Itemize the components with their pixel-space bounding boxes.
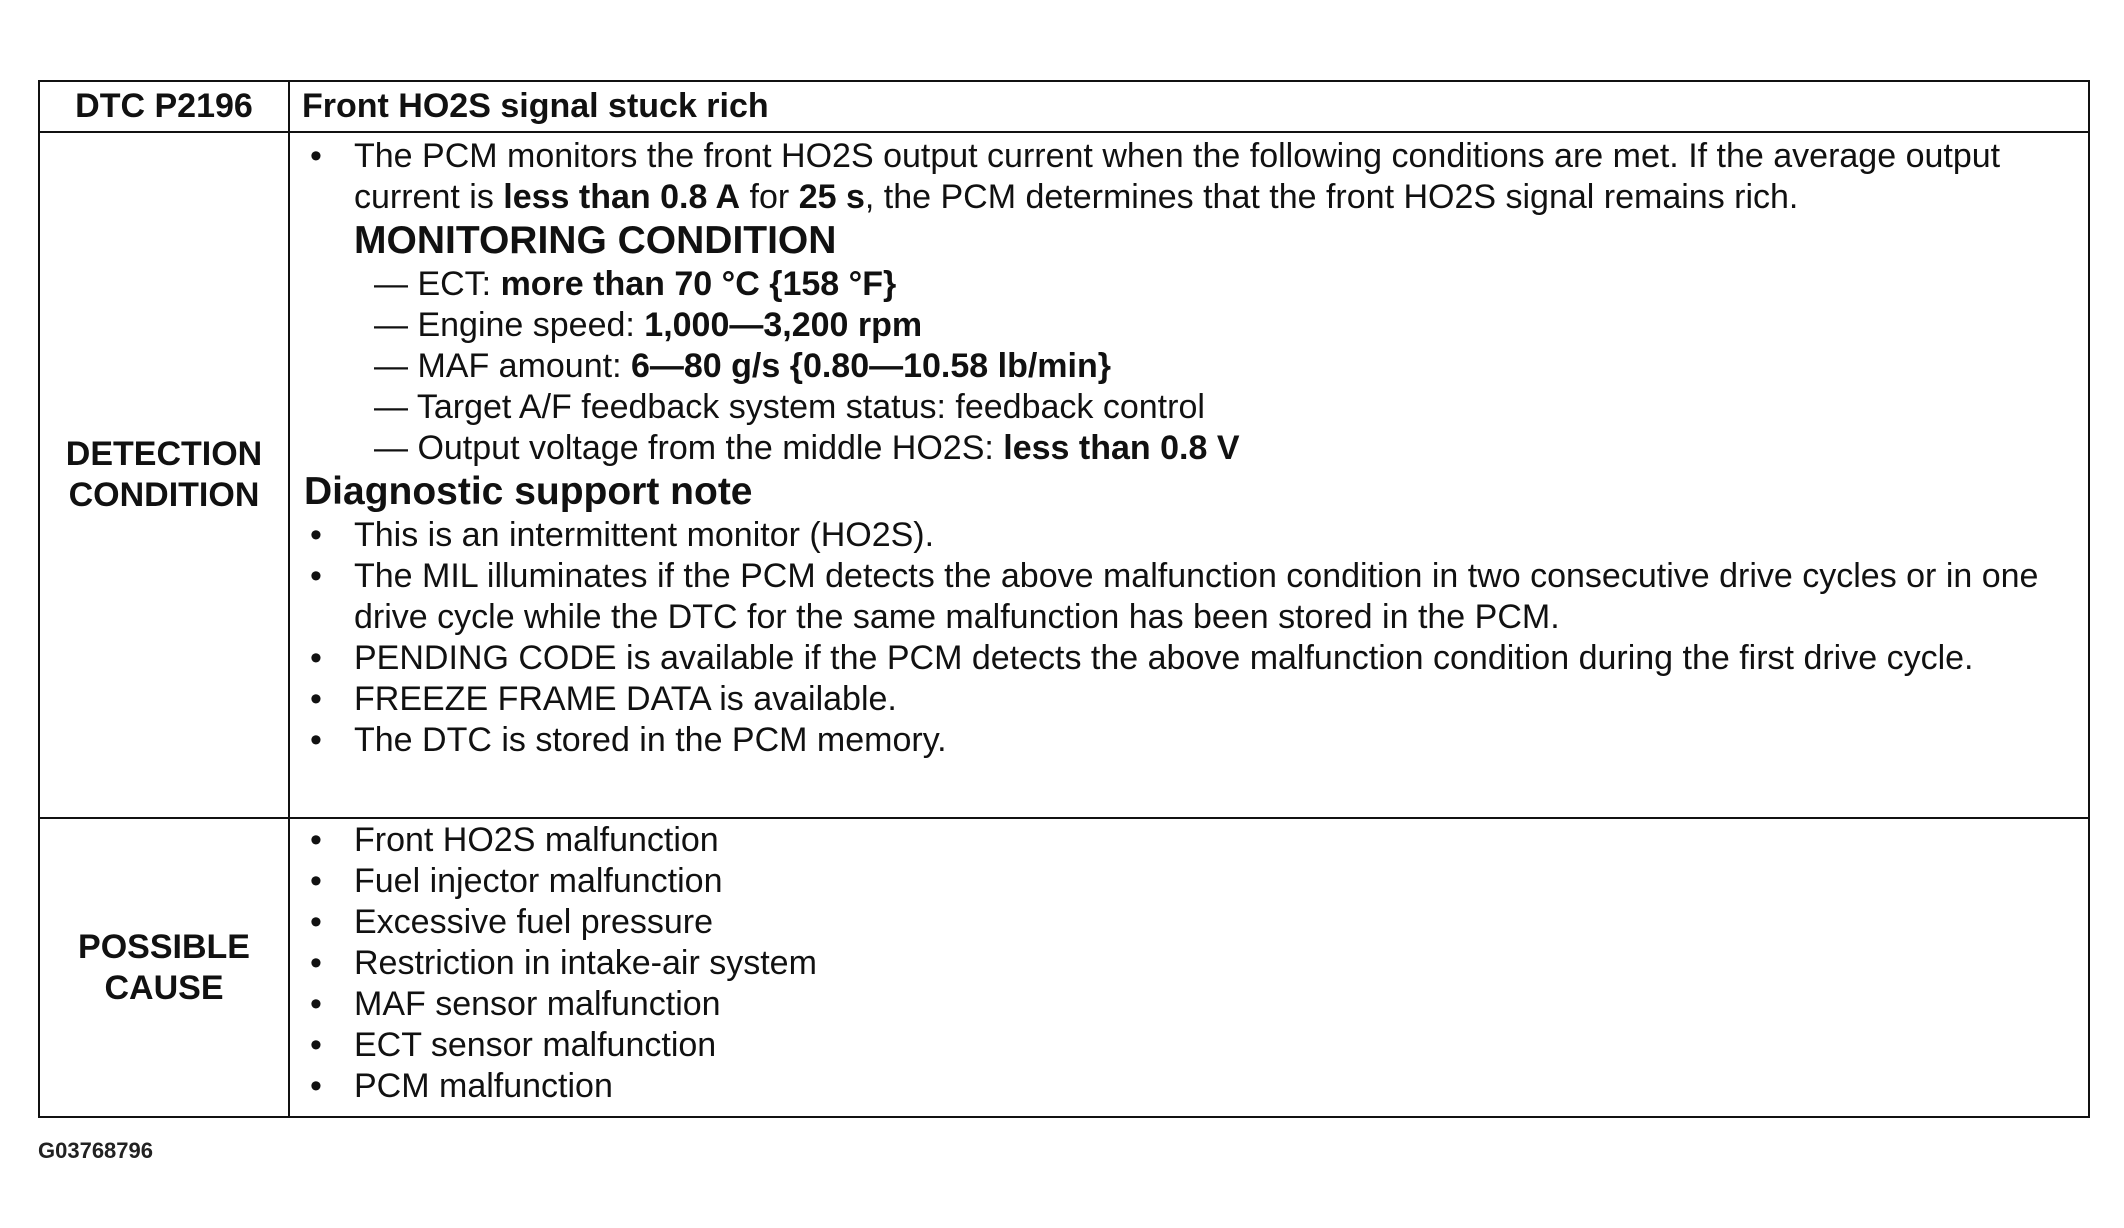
possible-cause-label <box>39 818 289 1117</box>
dtc-title: Front HO2S signal stuck rich <box>289 81 2089 132</box>
dtc-table <box>38 80 2090 1118</box>
detection-condition-content <box>289 132 2089 818</box>
monitoring-condition-list <box>304 264 2088 469</box>
support-note: • PENDING CODE is available if the PCM detects the above malfunction condition during the first drive cycle. <box>304 638 2088 679</box>
support-note-list <box>304 515 2088 761</box>
cause-row <box>39 818 2089 1117</box>
cause-item: • MAF sensor malfunction <box>304 984 2088 1025</box>
support-note: • This is an intermittent monitor (HO2S). <box>304 515 2088 556</box>
cause-item: • ECT sensor malfunction <box>304 1025 2088 1066</box>
dtc-code: DTC P2196 <box>39 81 289 132</box>
label-line: CAUSE <box>104 968 224 1007</box>
support-note: • The DTC is stored in the PCM memory. <box>304 720 2088 761</box>
cause-item: • Excessive fuel pressure <box>304 902 2088 943</box>
cause-item: • Restriction in intake-air system <box>304 943 2088 984</box>
support-note: • The MIL illuminates if the PCM detects the above malfunction condition in two consecutive drive cycles or in one drive cycle while the DTC for the same malfunction has been stored in the PCM. <box>304 556 2088 638</box>
figure-code: G03768796 <box>38 1138 153 1163</box>
condition-item: — Target A/F feedback system status: feedback control <box>374 387 2088 428</box>
label-line: DETECTION <box>65 435 263 473</box>
cause-item: • Fuel injector malfunction <box>304 861 2088 902</box>
monitoring-condition-heading: MONITORING CONDITION <box>354 219 837 262</box>
label-line: POSSIBLE <box>78 927 250 966</box>
support-note: • FREEZE FRAME DATA is available. <box>304 679 2088 720</box>
detection-row <box>39 132 2089 818</box>
condition-item: — ECT: more than 70 °C {158 °F} <box>374 264 2088 305</box>
condition-item: — Engine speed: 1,000—3,200 rpm <box>374 305 2088 346</box>
header-row <box>39 81 2089 132</box>
possible-cause-content <box>289 818 2089 1117</box>
condition-item: — Output voltage from the middle HO2S: less than 0.8 V <box>374 428 2088 469</box>
diagnostic-support-heading: Diagnostic support note <box>304 470 753 513</box>
cause-item: • Front HO2S malfunction <box>304 820 2088 861</box>
cause-list <box>304 820 2088 1107</box>
condition-item: — MAF amount: 6—80 g/s {0.80—10.58 lb/min} <box>374 346 2088 387</box>
detection-condition-label <box>39 132 289 818</box>
cause-item: • PCM malfunction <box>304 1066 2088 1107</box>
label-line: CONDITION <box>68 476 260 514</box>
intro-item: • The PCM monitors the front HO2S output current when the following conditions are met. If the average output current is less than 0.8 A for 25 s, the PCM determines that the front HO2S signal remains rich. <box>304 136 2088 218</box>
